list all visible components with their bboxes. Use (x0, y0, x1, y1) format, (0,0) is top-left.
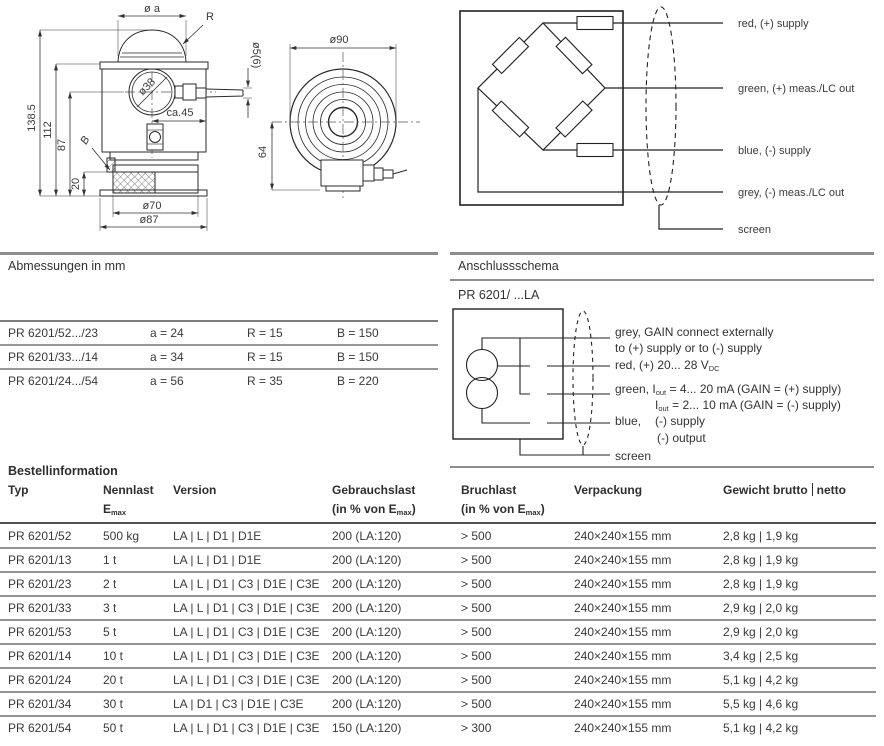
bestell-row (0, 525, 876, 549)
abm-r: R = 35 (247, 374, 283, 388)
cell-bruchlast: > 500 (461, 577, 492, 591)
cell-version: LA | L | D1 | C3 | D1E | C3E (173, 649, 320, 663)
abm-a: a = 34 (150, 350, 184, 364)
dim-64: 64 (257, 145, 269, 159)
col-version: Version (173, 483, 217, 497)
abm-r: R = 15 (247, 350, 283, 364)
label-grey-gain-line2: to (+) supply or to (-) supply (615, 341, 763, 355)
cell-typ: PR 6201/53 (8, 625, 72, 639)
cell-typ: PR 6201/23 (8, 577, 72, 591)
bestell-row (0, 645, 876, 669)
dim-ca-45: ca.45 (166, 107, 194, 119)
label-red-supply: red, (+) 20... 28 $V_{DC}$ (615, 358, 720, 373)
load-cell-top-view-drawing (252, 0, 452, 248)
abm-typ: PR 6201/52.../23 (8, 326, 99, 340)
abmessungen-row (0, 370, 438, 392)
cell-gewicht: 2,9 kg | 2,0 kg (723, 601, 799, 615)
abm-b: B = 220 (337, 374, 379, 388)
col-bruchlast-pct: (in % von $E_{max}$) (461, 502, 545, 517)
cell-gewicht: 5,5 kg | 4,6 kg (723, 697, 799, 711)
cell-typ: PR 6201/14 (8, 649, 72, 663)
cell-typ: PR 6201/52 (8, 529, 72, 543)
cell-verpackung: 240×240×155 mm (574, 529, 672, 543)
anschluss-subtitle: PR 6201/ ...LA (458, 288, 540, 302)
bestell-table-header (0, 483, 876, 524)
col-bruchlast: Bruchlast (461, 483, 517, 497)
wire-label-red: red, (+) supply (738, 18, 809, 30)
cell-version: LA | D1 | C3 | D1E | C3E (173, 697, 304, 711)
cell-typ: PR 6201/24 (8, 673, 72, 687)
cell-typ: PR 6201/33 (8, 601, 72, 615)
dim-112: 112 (42, 121, 54, 139)
abm-a: a = 24 (150, 326, 184, 340)
cell-bruchlast: > 500 (461, 697, 492, 711)
wire-label-blue: blue, (-) supply (738, 145, 811, 157)
cell-gebrauchslast: 200 (LA:120) (332, 577, 402, 591)
abm-typ: PR 6201/33.../14 (8, 350, 99, 364)
cell-gewicht: 2,8 kg | 1,9 kg (723, 529, 799, 543)
dim-radius: R (206, 11, 214, 23)
cell-nennlast: 5 t (103, 625, 117, 639)
load-cell-side-view-drawing (0, 0, 262, 248)
abm-typ: PR 6201/24.../54 (8, 374, 99, 388)
cell-nennlast: 1 t (103, 553, 117, 567)
abm-r: R = 15 (247, 326, 283, 340)
abmessungen-table (0, 320, 438, 392)
col-verpackung: Verpackung (574, 483, 643, 497)
cell-version: LA | L | D1 | D1E (173, 553, 262, 567)
cell-version: LA | L | D1 | C3 | D1E | C3E (173, 577, 320, 591)
cell-verpackung: 240×240×155 mm (574, 601, 672, 615)
cell-typ: PR 6201/54 (8, 721, 72, 735)
cell-gewicht: 2,8 kg | 1,9 kg (723, 553, 799, 567)
dim-dia-90: ø90 (329, 34, 349, 46)
cell-nennlast: 20 t (103, 673, 124, 687)
cell-gewicht: 5,1 kg | 4,2 kg (723, 673, 799, 687)
cell-version: LA | L | D1 | C3 | D1E | C3E (173, 625, 320, 639)
gewicht-divider (812, 483, 813, 496)
dim-dia-38: ø38 (136, 76, 158, 98)
abmessungen-row (0, 346, 438, 370)
cell-nennlast: 3 t (103, 601, 117, 615)
dim-87: 87 (56, 138, 68, 152)
label-green-iout-2: $I_{out} = 2$... 10 mA (GAIN = (-) supply) (655, 398, 841, 413)
dim-dia-a: ø a (144, 3, 160, 15)
dim-dia-70: ø70 (142, 200, 162, 212)
bestell-row (0, 597, 876, 621)
label-grey-gain-line1: grey, GAIN connect externally (615, 325, 774, 339)
cell-gebrauchslast: 200 (LA:120) (332, 649, 402, 663)
cell-gebrauchslast: 200 (LA:120) (332, 625, 402, 639)
cell-nennlast: 30 t (103, 697, 124, 711)
abm-a: a = 56 (150, 374, 184, 388)
cell-verpackung: 240×240×155 mm (574, 649, 672, 663)
col-nennlast-emax: $E_{max}$ (103, 502, 127, 517)
bestell-row (0, 573, 876, 597)
cell-gebrauchslast: 150 (LA:120) (332, 721, 402, 735)
dim-dia-5: ø5(6) (250, 42, 262, 69)
label-green-iout-1: green, $I_{out} = 4$... 20 mA (GAIN = (+) supply) (615, 382, 842, 397)
bestellinformation-title: Bestellinformation (8, 464, 118, 478)
cell-version: LA | L | D1 | D1E (173, 529, 262, 543)
cell-typ: PR 6201/13 (8, 553, 72, 567)
cell-verpackung: 240×240×155 mm (574, 553, 672, 567)
abmessungen-row (0, 322, 438, 346)
dim-dia-87: ø87 (139, 214, 159, 226)
wire-label-green: green, (+) meas./LC out (738, 83, 855, 95)
dim-20: 20 (70, 177, 82, 191)
cell-gewicht: 3,4 kg | 2,5 kg (723, 649, 799, 663)
col-gebrauchslast: Gebrauchslast (332, 483, 416, 497)
col-gebrauchslast-pct: (in % von $E_{max}$) (332, 502, 416, 517)
cell-bruchlast: > 500 (461, 553, 492, 567)
bestell-row (0, 693, 876, 717)
label-screen: screen (615, 449, 652, 463)
cell-version: LA | L | D1 | C3 | D1E | C3E (173, 601, 320, 615)
cell-gewicht: 5,1 kg | 4,2 kg (723, 721, 799, 735)
label-blue-supply: blue, (-) supply (615, 414, 706, 428)
cell-gebrauchslast: 200 (LA:120) (332, 529, 402, 543)
cell-gebrauchslast: 200 (LA:120) (332, 553, 402, 567)
cell-verpackung: 240×240×155 mm (574, 697, 672, 711)
cell-gebrauchslast: 200 (LA:120) (332, 697, 402, 711)
cell-gebrauchslast: 200 (LA:120) (332, 601, 402, 615)
abmessungen-title: Abmessungen in mm (8, 259, 126, 273)
col-nennlast: Nennlast (103, 483, 154, 497)
cell-bruchlast: > 500 (461, 529, 492, 543)
abm-b: B = 150 (337, 326, 379, 340)
cell-verpackung: 240×240×155 mm (574, 673, 672, 687)
cell-gewicht: 2,9 kg | 2,0 kg (723, 625, 799, 639)
cell-bruchlast: > 500 (461, 649, 492, 663)
cell-typ: PR 6201/34 (8, 697, 72, 711)
cell-gewicht: 2,8 kg | 1,9 kg (723, 577, 799, 591)
wire-label-grey: grey, (-) meas./LC out (738, 187, 845, 199)
cell-version: LA | L | D1 | C3 | D1E | C3E (173, 721, 320, 735)
cell-bruchlast: > 500 (461, 673, 492, 687)
cell-bruchlast: > 300 (461, 721, 492, 735)
bestell-row (0, 549, 876, 573)
anschlussschema-title: Anschlussschema (458, 259, 559, 273)
dim-138-5: 138.5 (26, 104, 38, 132)
cell-verpackung: 240×240×155 mm (574, 721, 672, 735)
divider (0, 252, 438, 255)
bestell-table-body (0, 525, 876, 739)
wire-label-screen: screen (738, 224, 772, 236)
cell-verpackung: 240×240×155 mm (574, 577, 672, 591)
cell-nennlast: 500 kg (103, 529, 140, 543)
col-typ: Typ (8, 483, 29, 497)
col-gewicht: Gewicht brutto netto (723, 483, 846, 497)
divider (450, 252, 874, 255)
cell-gebrauchslast: 200 (LA:120) (332, 673, 402, 687)
bridge-circuit-diagram (450, 0, 884, 248)
cell-bruchlast: > 500 (461, 625, 492, 639)
label-blue-output: (-) output (657, 431, 706, 445)
abm-b: B = 150 (337, 350, 379, 364)
cell-nennlast: 10 t (103, 649, 124, 663)
bestell-row (0, 717, 876, 739)
cell-bruchlast: > 500 (461, 601, 492, 615)
bestell-row (0, 669, 876, 693)
cell-nennlast: 2 t (103, 577, 117, 591)
bestell-row (0, 621, 876, 645)
dim-b: B (78, 134, 93, 147)
divider (450, 279, 874, 281)
cell-verpackung: 240×240×155 mm (574, 625, 672, 639)
cell-nennlast: 50 t (103, 721, 124, 735)
cell-version: LA | L | D1 | C3 | D1E | C3E (173, 673, 320, 687)
